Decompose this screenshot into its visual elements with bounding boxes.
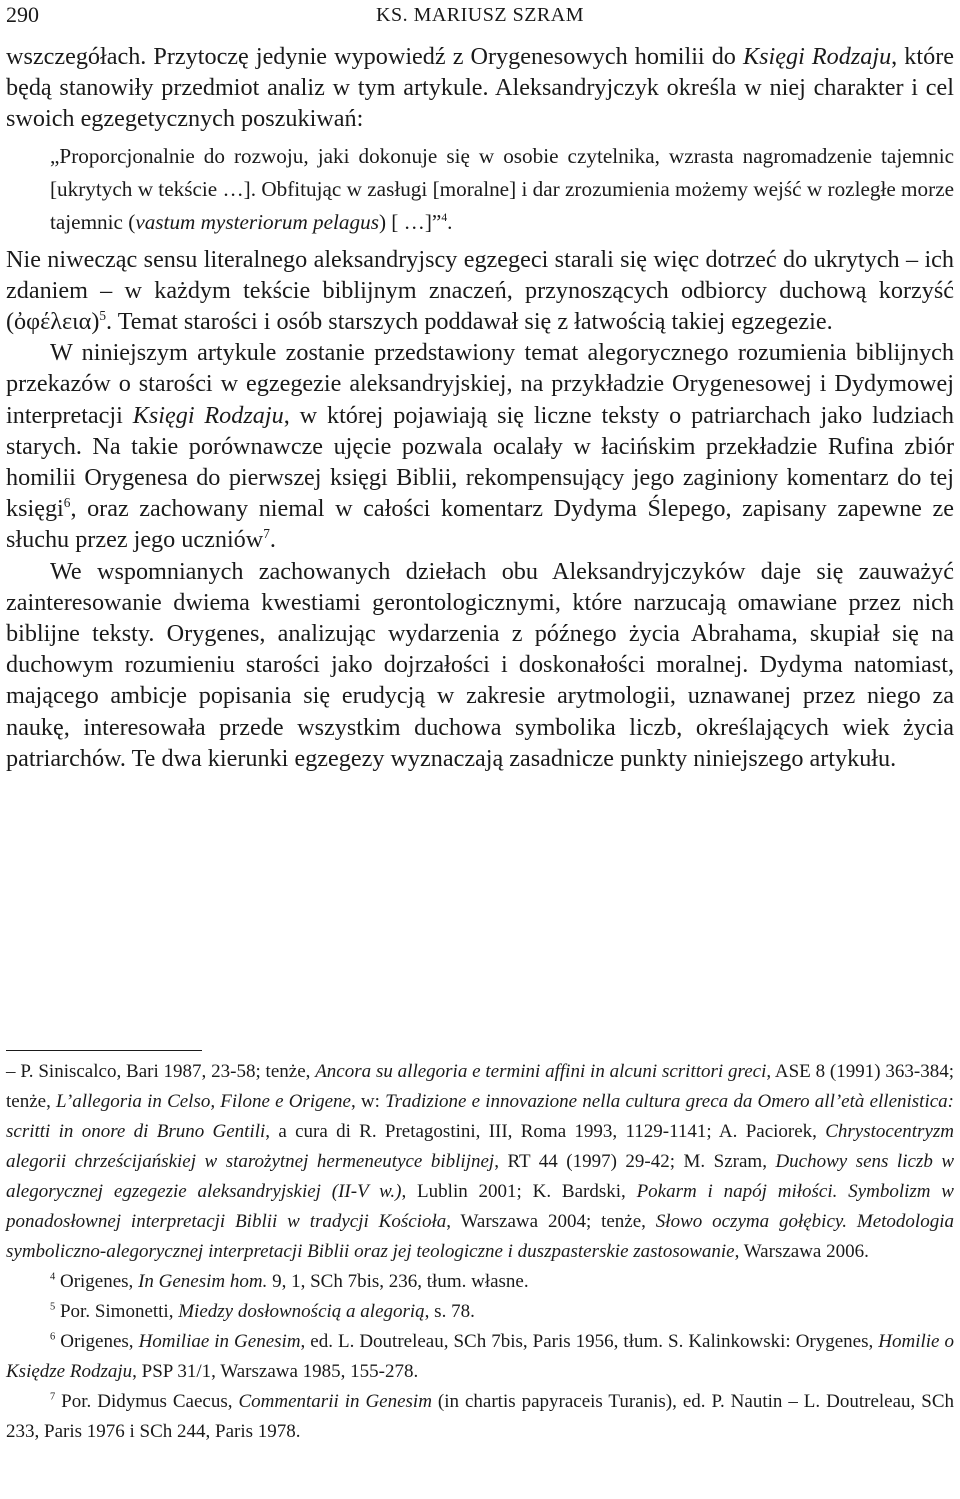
footnote-6: $^6$ Origenes, Homiliae in Genesim, ed. L. Doutreleau, SCh 7bis, Paris 1956, tłum. S. Kalinkowski: Orygenes, Homilie o Księdze Rodzaju, PSP 31/1, Warszawa 1985, 155-278. [6, 1331, 954, 1382]
footnotes [6, 1057, 954, 1447]
page-number: 290 [6, 2, 39, 27]
footnote-4: $^4$ Origenes, In Genesim hom. 9, 1, SCh 7bis, 236, tłum. własne. [50, 1271, 529, 1292]
footnote-7: $^7$ Por. Didymus Caecus, Commentarii in Genesim (in chartis papyraceis Turanis), ed. P. Nautin – L. Doutreleau, SCh 233, Paris 1976 i SCh 244, Paris 1978. [6, 1391, 954, 1442]
footnote-3-continuation: – P. Siniscalco, Bari 1987, 23-58; tenże, Ancora su allegoria e termini affini in alcuni scrittori greci, ASE 8 (1991) 363-384; tenże, L’allegoria in Celso, Filone e Origene, w: Tradizione e innovazione nella cultura greca da Omero all’età ellenistica: scritti in onore di Bruno Gentili, a cura di R. Pretagostini, III, Roma 1993, 1129-1141; A. Paciorek, Chrystocentryzm alegorii chrześcijańskiej w starożytnej hermeneutyce biblijnej, RT 44 (1997) 29-42; M. Szram, Duchowy sens liczb w alegorycznej egzegezie aleksandryjskiej (II-V w.), Lublin 2001; K. Bardski, Pokarm i napój miłości. Symbolizm w ponadosłownej interpretacji Biblii w tradycji Kościoła, Warszawa 2004; tenże, Słowo oczyma gołębicy. Metodologia symboliczno-alegorycznej interpretacji Biblii oraz jej teologiczne i duszpasterskie zastosowanie, Warszawa 2006. [6, 1061, 954, 1262]
footnote-ref-5[interactable]: 5 [99, 307, 107, 323]
running-title: KS. MARIUSZ SZRAM [376, 4, 584, 26]
footnote-number: 5 [50, 1301, 56, 1313]
footnote-ref-7[interactable]: 7 [263, 526, 270, 542]
footnote-ref-4[interactable]: 4 [441, 210, 448, 224]
main-text [6, 41, 954, 774]
footnote-5: $^5$ Por. Simonetti, Miedzy dosłownością a alegorią, s. 78. [50, 1301, 475, 1322]
paragraph-1: wszczegółach. Przytoczę jedynie wypowiedź z Orygenesowych homilii do Księgi Rodzaju, które będą stanowiły przedmiot analiz w tym artykule. Aleksandryjczyk określa w niej charakter i cel swoich egzegetycznych poszukiwań: [6, 43, 954, 133]
footnote-divider [6, 1050, 202, 1051]
block-quote: „Proporcjonalnie do rozwoju, jaki dokonuje się w osobie czytelnika, wzrasta nagromadzenie tajemnic [ukrytych w tekście …]. Obfitując w zasługi [moralne] i dar zrozumienia możemy wejść w rozległe morze tajemnic (vastum mysteriorum pelagus) [ …]”$^4$. [50, 143, 954, 234]
footnote-number: 4 [50, 1271, 56, 1283]
footnote-number: 7 [50, 1391, 56, 1403]
footnote-number: 6 [50, 1331, 56, 1343]
paragraph-2: Nie niwecząc sensu literalnego aleksandryjscy egzegeci starali się więc dotrzeć do ukrytych – ich zdaniem – w każdym tekście biblijnym znaczeń, przynoszących odbiorcy duchową korzyść (ὀφέλεια)$^5$. Temat starości i osób starszych poddawał się z łatwością takiej egzegezie. [6, 245, 954, 336]
paragraph-4: We wspomnianych zachowanych dziełach obu Aleksandryjczyków daje się zauważyć zainteresowanie dwiema kwestiami gerontologicznymi, które narzucają omawiane przez nich biblijne teksty. Orygenes, analizując wydarzenia z późnego życia Abrahama, skupiał się na duchowym rozumieniu starości jako dojrzałości i doskonałości moralnej. Dydyma natomiast, mającego ambicje popisania się erudycją w zakresie arytmologii, uznawanej przez niego za naukę, interesowała przede wszystkim duchowa symbolika liczb, określających wiek życia patriarchów. Te dwa kierunki egzegezy wyznaczają zasadnicze punkty niniejszego artykułu. [6, 557, 954, 772]
paragraph-3: W niniejszym artykule zostanie przedstawiony temat alegorycznego rozumienia biblijnych przekazów o starości w egzegezie aleksandryjskiej, na przykładzie Orygenesowej i Dydymowej interpretacji Księgi Rodzaju, w której pojawiają się liczne teksty o patriarchach jako ludziach starych. Na takie porównawcze ujęcie pozwala ocalały w łacińskim przekładzie Rufina zbiór homilii Orygenesa do pierwszej księgi Biblii, rekompensujący jego zaginiony komentarz do tej księgi$^6$, oraz zachowany niemal w całości komentarz Dydyma Ślepego, zapisany zapewne ze słuchu przez jego uczniów$^7$. [6, 339, 954, 554]
footnote-ref-6[interactable]: 6 [63, 495, 71, 511]
page-header [6, 2, 954, 30]
